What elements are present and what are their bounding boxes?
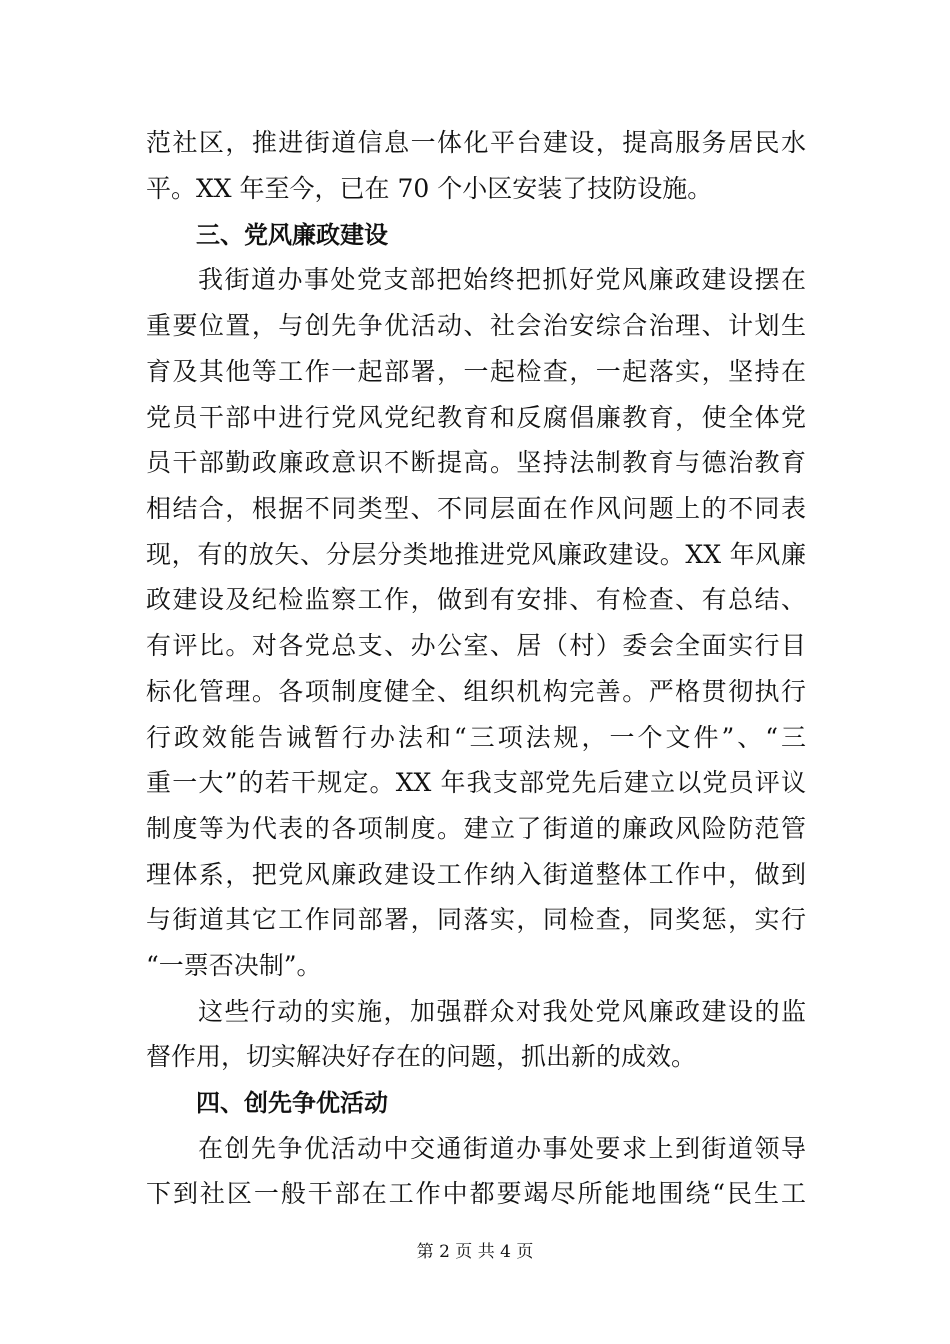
body-line: 相结合，根据不同类型、不同层面在作风问题上的不同表 bbox=[146, 494, 806, 523]
body-line: 督作用，切实解决好存在的问题，抓出新的成效。 bbox=[146, 1042, 697, 1071]
body-line: 标化管理。各项制度健全、组织机构完善。严格贯彻执行 bbox=[146, 677, 806, 706]
body-line: 现，有的放矢、分层分类地推进党风廉政建设。XX 年风廉 bbox=[146, 540, 806, 569]
body-line: 党员干部中进行党风党纪教育和反腐倡廉教育，使全体党 bbox=[146, 403, 806, 432]
body-line: 在创先争优活动中交通街道办事处要求上到街道领导 bbox=[198, 1134, 806, 1163]
body-line: 下到社区一般干部在工作中都要竭尽所能地围绕“民生工 bbox=[146, 1179, 806, 1208]
body-line: 重一大”的若干规定。XX 年我支部党先后建立以党员评议 bbox=[146, 768, 806, 797]
section-heading-3: 三、党风廉政建设 bbox=[196, 221, 388, 249]
body-line: 平。XX 年至今，已在 70 个小区安装了技防设施。 bbox=[146, 174, 713, 203]
body-line: 范社区，推进街道信息一体化平台建设，提高服务居民水 bbox=[146, 128, 806, 157]
page-number-footer: 第 2 页 共 4 页 bbox=[416, 1242, 534, 1262]
body-line: 制度等为代表的各项制度。建立了街道的廉政风险防范管 bbox=[146, 814, 806, 843]
body-line: 政建设及纪检监察工作，做到有安排、有检查、有总结、 bbox=[146, 585, 806, 614]
section-heading-4: 四、创先争优活动 bbox=[196, 1089, 388, 1117]
body-line: 育及其他等工作一起部署，一起检查，一起落实，坚持在 bbox=[146, 357, 806, 386]
body-line: 员干部勤政廉政意识不断提高。坚持法制教育与德治教育 bbox=[146, 448, 806, 477]
body-line: “一票否决制”。 bbox=[146, 951, 322, 980]
body-line: 有评比。对各党总支、办公室、居（村）委会全面实行目 bbox=[146, 631, 806, 660]
body-line: 理体系，把党风廉政建设工作纳入街道整体工作中，做到 bbox=[146, 860, 806, 889]
body-line: 我街道办事处党支部把始终把抓好党风廉政建设摆在 bbox=[198, 265, 806, 294]
body-line: 与街道其它工作同部署，同落实，同检查，同奖惩，实行 bbox=[146, 905, 806, 934]
body-line: 行政效能告诫暂行办法和“三项法规，一个文件”、“三 bbox=[146, 723, 806, 752]
body-line: 这些行动的实施，加强群众对我处党风廉政建设的监 bbox=[198, 997, 806, 1026]
body-line: 重要位置，与创先争优活动、社会治安综合治理、计划生 bbox=[146, 311, 806, 340]
